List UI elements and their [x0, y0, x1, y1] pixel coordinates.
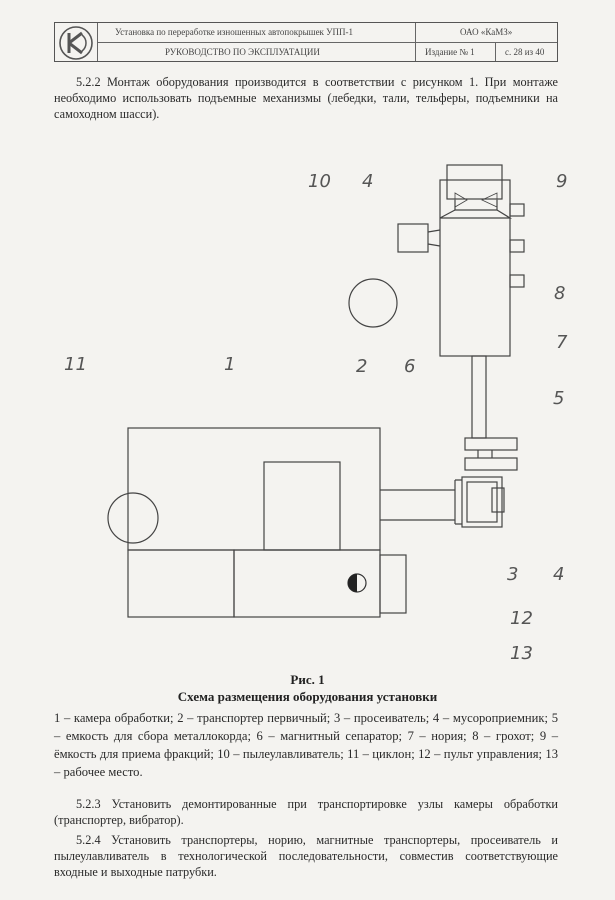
header-title: Установка по переработке изношенных автопокрышек УПП-1 [115, 27, 354, 37]
hopper-cone [455, 193, 497, 207]
header-company: ОАО «КаМЗ» [460, 27, 513, 37]
sieve-box [462, 477, 502, 527]
callout-4-top: 4 [362, 171, 374, 192]
processing-chamber [128, 428, 380, 550]
figure-legend: 1 – камера обработки; 2 – транспортер первичный; 3 – просеиватель; 4 – мусороприемник; 5 – емкость для сбора металлокорда; 6 – магнитный сепаратор; 7 – нория; 8 – грохот; 9 – ёмкость для приема фракций; 10 – пылеулавливатель; 11 – циклон; 12 – пульт управления; 13 – рабочее место. [54, 711, 558, 779]
callout-10: 10 [308, 171, 331, 192]
document-header [54, 22, 558, 62]
paragraph-5-2-4: 5.2.4 Установить транспортеры, норию, магнитные транспортеры, просеиватель и пылеулавливатель в технологической последовательности, совместив соответствующие входные и выходные патрубки. [54, 833, 558, 879]
side-box [398, 224, 428, 252]
noria-band-1 [465, 438, 517, 450]
paragraph-5-2-3: 5.2.3 Установить демонтированные при транспортировке узлы камеры обработки (транспортер, вибратор). [54, 797, 558, 827]
callout-4-bottom: 4 [553, 564, 565, 585]
figure-number: Рис. 1 [290, 672, 325, 687]
outlet-2 [510, 240, 524, 252]
noria-band-2 [465, 458, 517, 470]
side-module [380, 555, 406, 613]
header-edition: Издание № 1 [425, 47, 475, 57]
noria-column [472, 356, 486, 438]
callout-8: 8 [554, 283, 566, 304]
control-panel-symbol [348, 574, 366, 592]
chamber-base-left [128, 550, 234, 617]
elevator-tower [440, 180, 510, 356]
callout-12: 12 [510, 608, 533, 629]
callout-6: 6 [404, 356, 416, 377]
callout-5: 5 [553, 388, 565, 409]
equipment-layout-diagram [0, 160, 615, 670]
chamber-base-right [234, 550, 380, 617]
figure-title: Схема размещения оборудования установки [177, 689, 438, 704]
cyclone-circle [108, 493, 158, 543]
callout-7: 7 [556, 332, 568, 353]
chamber-window [264, 462, 340, 550]
callout-11: 11 [64, 354, 87, 375]
company-logo-icon [58, 25, 94, 61]
header-page: с. 28 из 40 [505, 47, 545, 57]
callout-1: 1 [224, 354, 236, 375]
callout-13: 13 [510, 643, 533, 664]
outlet-1 [510, 204, 524, 216]
callout-3: 3 [507, 564, 519, 585]
callout-9: 9 [556, 171, 568, 192]
dust-collector-circle [349, 279, 397, 327]
callout-2: 2 [356, 356, 368, 377]
header-manual: РУКОВОДСТВО ПО ЭКСПЛУАТАЦИИ [165, 47, 320, 57]
transfer-duct [380, 490, 455, 520]
paragraph-5-2-2: 5.2.2 Монтаж оборудования производится в соответствии с рисунком 1. При монтаже необходимо использовать подъемные механизмы (лебедки, тали, тельферы, подъемники на самоходном шасси). [54, 75, 558, 121]
outlet-3 [510, 275, 524, 287]
